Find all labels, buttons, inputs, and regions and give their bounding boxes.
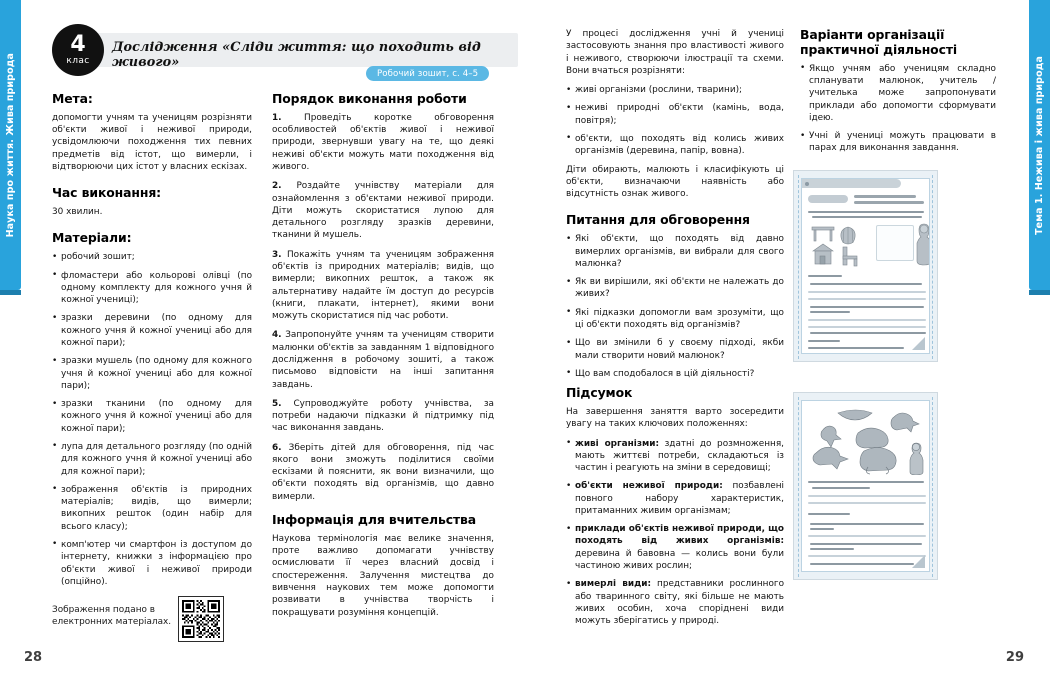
teacher-info-text: Наукова термінологія має велике значення, проте важливо допомагати учнівству осмислювати її через власний досвід і спостереження. Залучення мистецтва до вивчення наукових тем може допомогти розвивати в учнівства творчість і покращувати розуміння концепцій. (272, 533, 494, 618)
page-title: Дослідження «Сліди життя: що походить від живого» (112, 40, 481, 70)
sidebar-tab-left (0, 0, 21, 290)
list-item: • лупа для детального розгляду (по одній для кожного учня й кожної учениці або для кожної пари); (52, 441, 252, 478)
list-item (566, 523, 784, 572)
step-number: 6. (272, 442, 282, 453)
intro-outro-text: Діти обирають, малюють і класифікують ці об'єкти, визначаючи наявність або відсутність ознак живого. (566, 164, 784, 200)
sidebar-tab-right-label: Тема 1. Нежива і жива природа (1034, 55, 1045, 235)
grade-number: 4 (70, 32, 86, 57)
summary-text: позбавлені повного набору характеристик, притаманних живим організмам; (575, 481, 784, 516)
list-item (272, 442, 494, 503)
step-number: 3. (272, 249, 282, 260)
list-item (566, 438, 784, 475)
summary-term: об'єкти неживої природи: (575, 481, 723, 492)
summary-text: здатні до розмноження, мають життєві потреби, складаються із частин і реагують на зміни в середовищі; (575, 438, 784, 474)
list-item: • робочий зошит; (52, 251, 252, 263)
step-number: 4. (272, 330, 282, 341)
list-item: • Що вам сподобалося в цій діяльності? (566, 368, 784, 380)
questions-heading: Питання для обговорення (566, 212, 750, 228)
list-item: • об'єкти, що походять від колись живих організмів (деревина, папір, вовна). (566, 133, 784, 158)
worksheet-drawing-box (876, 225, 914, 261)
worksheet-topic-bar (802, 179, 901, 188)
worksheet-illustration-objects (810, 223, 872, 271)
summary-text: деревина й бавовна — колись вони були частиною живих рослин; (575, 548, 784, 572)
intro-text: У процесі дослідження учні й учениці застосовують знання про властивості живого і неживого, створюючи ілюстрації та схеми. Вони вчаться розрізняти: (566, 29, 784, 76)
order-heading: Порядок виконання роботи (272, 91, 467, 106)
goal-text: допомогти учням та ученицям розрізняти об'єкти живої і неживої природи, усвідомлюючи походження тих певних предметів від істот, що вимерли, і відтворюючи цих істот у власних ескізах. (52, 112, 252, 172)
time-text: 30 хвилин. (52, 207, 103, 218)
sidebar-tab-left-label: Наука про життя. Жива природа (5, 52, 16, 238)
intro-bullets (566, 84, 784, 157)
list-item: • зображення об'єктів із природних матеріалів; видів, що вимерли; викопних решток (один набір для всього класу); (52, 484, 252, 533)
list-item: • Як ви вирішили, які об'єкти не належать до живих? (566, 276, 784, 301)
step-text: Супроводжуйте роботу учнівства, за потреби надаючи підказки й підтримку під час виконання завдань. (272, 398, 494, 434)
step-text: Запропонуйте учням та ученицям створити малюнки об'єктів за завданням 1 відповідного дослідження в робочому зошиті, а також письмово відповісти на інші запитання завдань. (272, 330, 494, 390)
summary-heading: Підсумок (566, 385, 633, 401)
step-number: 1. (272, 112, 282, 123)
materials-heading: Матеріали: (52, 230, 132, 246)
grade-label: клас (66, 56, 90, 66)
page-number-left: 28 (24, 650, 43, 665)
list-item: • Якщо учням або ученицям складно спланувати малюнок, учитель / учителька може запропонувати приклади або допомогти сформувати ідею. (800, 63, 996, 124)
list-item (272, 398, 494, 435)
worksheet-preview-page-4[interactable] (793, 170, 938, 362)
list-item: • зразки тканини (по одному для кожного учня й кожної учениці або для кожної пари); (52, 398, 252, 435)
list-item: • живі організми (рослини, тварини); (566, 84, 784, 96)
summary-term: живі організми: (575, 438, 659, 449)
list-item: • комп'ютер чи смартфон із доступом до інтернету, книжки з інформацією про об'єкти живої і неживої природи (опційно). (52, 539, 252, 588)
procedure-steps (272, 112, 494, 503)
summary-term: вимерлі види: (575, 579, 652, 590)
teacher-info-heading: Інформація для вчительства (272, 512, 477, 528)
summary-intro: На завершення заняття варто зосередити увагу на таких ключових положеннях: (566, 406, 784, 430)
variants-heading: Варіанти організації практичної діяльності (800, 27, 958, 57)
qr-block (52, 596, 252, 642)
summary-points-list (566, 438, 784, 628)
column-goal-materials (52, 92, 252, 588)
list-item (272, 112, 494, 173)
summary-text: представники рослинного або тваринного світу, які більше не мають живих особин, хоча споріднені види можуть зберігатись у природі. (575, 579, 784, 627)
list-item: • фломастери або кольорові олівці (по одному комплекту для кожного учня й кожної учениці); (52, 270, 252, 307)
workbook-reference-badge: Робочий зошит, с. 4–5 (366, 66, 489, 81)
materials-list (52, 251, 252, 588)
worksheet-page-1 (801, 178, 930, 354)
page-number-right: 29 (1005, 650, 1024, 665)
list-item: • Які підказки допомогли вам зрозуміти, що ці об'єкти походять від організмів? (566, 307, 784, 332)
grade-badge (52, 24, 104, 76)
worksheet-illustration-child (914, 221, 930, 269)
list-item (272, 329, 494, 390)
list-item (566, 480, 784, 517)
list-item: • зразки деревини (по одному для кожного учня й кожної учениці або для кожної пари); (52, 312, 252, 349)
column-variants (800, 28, 996, 155)
worksheet-illustration-extinct-animals (808, 405, 930, 475)
variants-list (800, 63, 996, 155)
step-text: Зберіть дітей для обговорення, під час якого вони зможуть поділитися своїми ескізами й пояснити, як вони визначили, що об'єкти походять від організмів, що давно вимерли. (272, 442, 495, 502)
page-corner-fold (912, 337, 925, 350)
step-text: Роздайте учнівству матеріали для ознайомлення з об'єктами неживої природи. Діти можуть скористатися лупою для детального розгляду зразків деревини, тканини й мушель. (272, 181, 494, 241)
list-item: • зразки мушель (по одному для кожного учня й кожної учениці або для кожної пари); (52, 355, 252, 392)
list-item: • Що ви змінили б у своєму підході, якби мали створити новий малюнок? (566, 337, 784, 362)
qr-caption: Зображення подано в електронних матеріалах. (52, 605, 172, 628)
goal-heading: Мета: (52, 91, 93, 106)
qr-code[interactable] (178, 596, 224, 642)
time-heading: Час виконання: (52, 185, 162, 201)
worksheet-page-2 (801, 400, 930, 572)
page-corner-fold (912, 555, 925, 568)
step-text: Покажіть учням та ученицям зображення об'єктів із природних матеріалів; видів, що вимерли; викопних решток, а також як альтернативу надайте їм доступ до ресурсів (книги, плакати, інтернет), якими вони можуть скористатися під час роботи. (272, 249, 495, 322)
step-number: 5. (272, 398, 282, 409)
sidebar-tab-right (1029, 0, 1050, 290)
list-item: • Які об'єкти, що походять від давно вимерлих організмів, ви вибрали для свого малюнка? (566, 233, 784, 270)
column-procedure (272, 92, 494, 619)
list-item: • Учні й учениці можуть працювати в парах для виконання завдання. (800, 130, 996, 155)
worksheet-preview-page-5[interactable] (793, 392, 938, 580)
worksheet-task-chip (808, 195, 848, 203)
discussion-questions-list (566, 233, 784, 380)
list-item (272, 180, 494, 241)
list-item: • неживі природні об'єкти (камінь, вода, повітря); (566, 102, 784, 127)
column-questions-summary (566, 28, 784, 627)
summary-term: приклади об'єктів неживої природи, що походять від живих організмів: (575, 524, 784, 547)
step-text: Проведіть коротке обговорення особливостей об'єктів живої і неживої природи, звернувши увагу на те, що деякі неживі об'єкти можуть мати походження від живого. (272, 112, 494, 172)
step-number: 2. (272, 181, 282, 192)
list-item (272, 249, 494, 323)
list-item (566, 578, 784, 627)
